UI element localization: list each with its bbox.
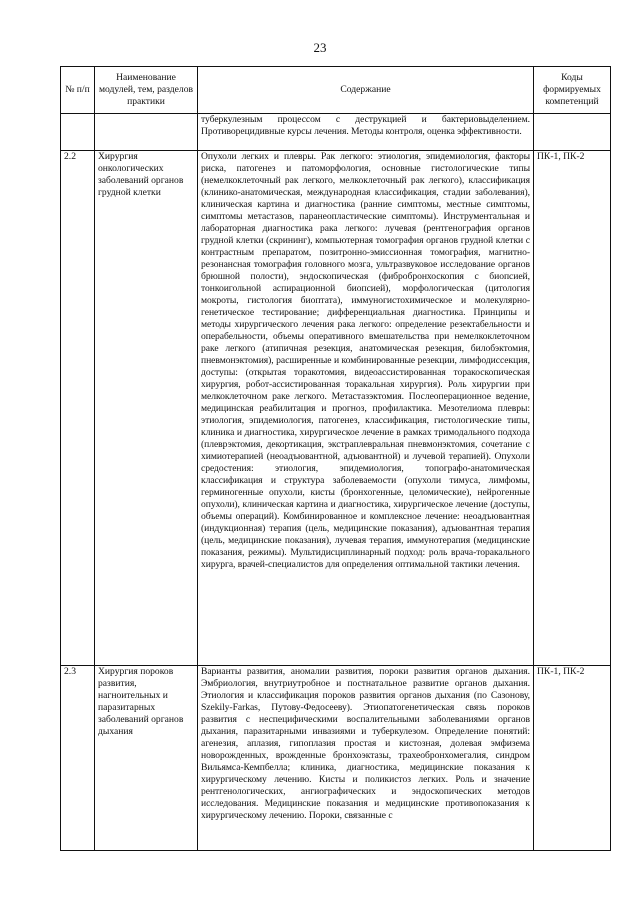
cell-codes: ПК-1, ПК-2 xyxy=(534,151,611,666)
header-codes: Коды формируемых компетенций xyxy=(534,67,611,114)
header-num: № п/п xyxy=(61,67,95,114)
header-content: Содержание xyxy=(198,67,534,114)
cell-num: 2.2 xyxy=(61,151,95,666)
cell-content: Варианты развития, аномалии развития, пороки развития органов дыхания. Эмбриология, внутриутробное и постнатальное развитие органов дыхания. Этиология и классификация пороков развития органов дыхания (по Сазонову, Szekily-Farkas, Путову-Федосееву). Этиопатогенетическая связь пороков развития с неспецифическими воспалительными заболеваниями органов дыхания, паразитарными инвазиями и туберкулезом. Определение понятий: агенезия, аплазия, гипоплазия простая и кистозная, долевая эмфизема новорожденных, врожденные бронхоэктазы, трахеобронхомегалия, синдром Вильямса-Кемпбелла; клиника, диагностика, медицинские показания к хирургическому лечению. Кисты и поликистоз легких. Роль и значение рентгенологических, ангиографических и эндоскопических методов исследования. Медицинские показания и медицинские противопоказания к хирургическому лечению. Пороки, связанные с xyxy=(198,666,534,851)
table-row-continuation xyxy=(61,114,611,151)
cell-content: Опухоли легких и плевры. Рак легкого: этиология, эпидемиология, факторы риска, патогенез и патоморфология, основные гистологические типы (немелкоклеточный рак легкого, мелкоклеточный рак легкого), классификация (клинико-анатомическая, международная классификация, стадии заболевания), клиническая картина и диагностика (ранние симптомы, местные симптомы, симптомы метастазов, паранеопластические симптомы). Инструментальная и лабораторная диагностика рака легкого: лучевая (рентгенография органов грудной клетки (скрининг), компьютерная томография органов грудной клетки с контрастным препаратом, позитронно-эмиссионная томография, магнитно-резонансная томография головного мозга, ультразвуковое исследование органов брюшной полости), эндоскопическая (фибробронхоскопия с биопсией, тонкоигольной аспирационной биопсией), морфологическая (цитология мокроты, гистология биоптата), иммуногистохимическое и молекулярно-генетическое тестирование; дифференциальная диагностика. Принципы и методы хирургического лечения рака легкого: определение резектабельности и операбельности, объемы оперативного вмешательства при немелкоклеточном раке легкого (атипичная резекция, анатомическая резекция, билобэктомия, пневмонэктомия), расширенные и комбинированные резекции, лимфодиссекция, доступы: (открытая торакотомия, видеоассистированная торакоскопическая хирургия, робот-ассистированная торакальная хирургия). Роль хирургии при мелкоклеточном раке легкого. Метастазэктомия. Послеоперационное ведение, медицинская реабилитация и прогноз, профилактика. Мезотелиома плевры: этиология, эпидемиология, патогенез, классификация, гистологические типы, клиника и диагностика, хирургическое лечение в рамках тримодального подхода (плеврэктомия, декортикация, экстраплевральная пневмонэктомия, сочетание с химиотерапией (неоадъювантной, адъювантной) и лучевой терапией). Опухоли средостения: этиология, эпидемиология, топографо-анатомическая классификация и структура заболеваемости (опухоли тимуса, лимфомы, герминогенные опухоли, кисты (бронхогенные, целомические), нейрогенные опухоли), клиническая картина и диагностика, хирургическое лечение (доступы, объемы операций). Комбинированное и комплексное лечение: неоадъювантная (индукционная) терапия (цель, медицинские показания), адъювантная терапия (цель, медицинские показания), лучевая терапия, иммунотерапия (медицинские показания, режимы). Мультидисциплинарный подход: роль врача-торакального хирурга, врачей-специалистов для определения оптимальной тактики лечения. xyxy=(198,151,534,666)
curriculum-table xyxy=(60,66,611,851)
cell-num xyxy=(61,114,95,151)
cell-num: 2.3 xyxy=(61,666,95,851)
header-name: Наименование модулей, тем, разделов практики xyxy=(95,67,198,114)
cell-content: туберкулезным процессом с деструкцией и бактериовыделением. Противорецидивные курсы лечения. Методы контроля, оценка эффективности. xyxy=(198,114,534,151)
cell-codes: ПК-1, ПК-2 xyxy=(534,666,611,851)
cell-name xyxy=(95,114,198,151)
table-row xyxy=(61,666,611,851)
page-number: 23 xyxy=(313,40,327,55)
cell-codes xyxy=(534,114,611,151)
cell-name: Хирургия пороков развития, нагноительных и паразитарных заболеваний органов дыхания xyxy=(95,666,198,851)
cell-name: Хирургия онкологических заболеваний органов грудной клетки xyxy=(95,151,198,666)
table-header-row xyxy=(61,67,611,114)
table-row xyxy=(61,151,611,666)
